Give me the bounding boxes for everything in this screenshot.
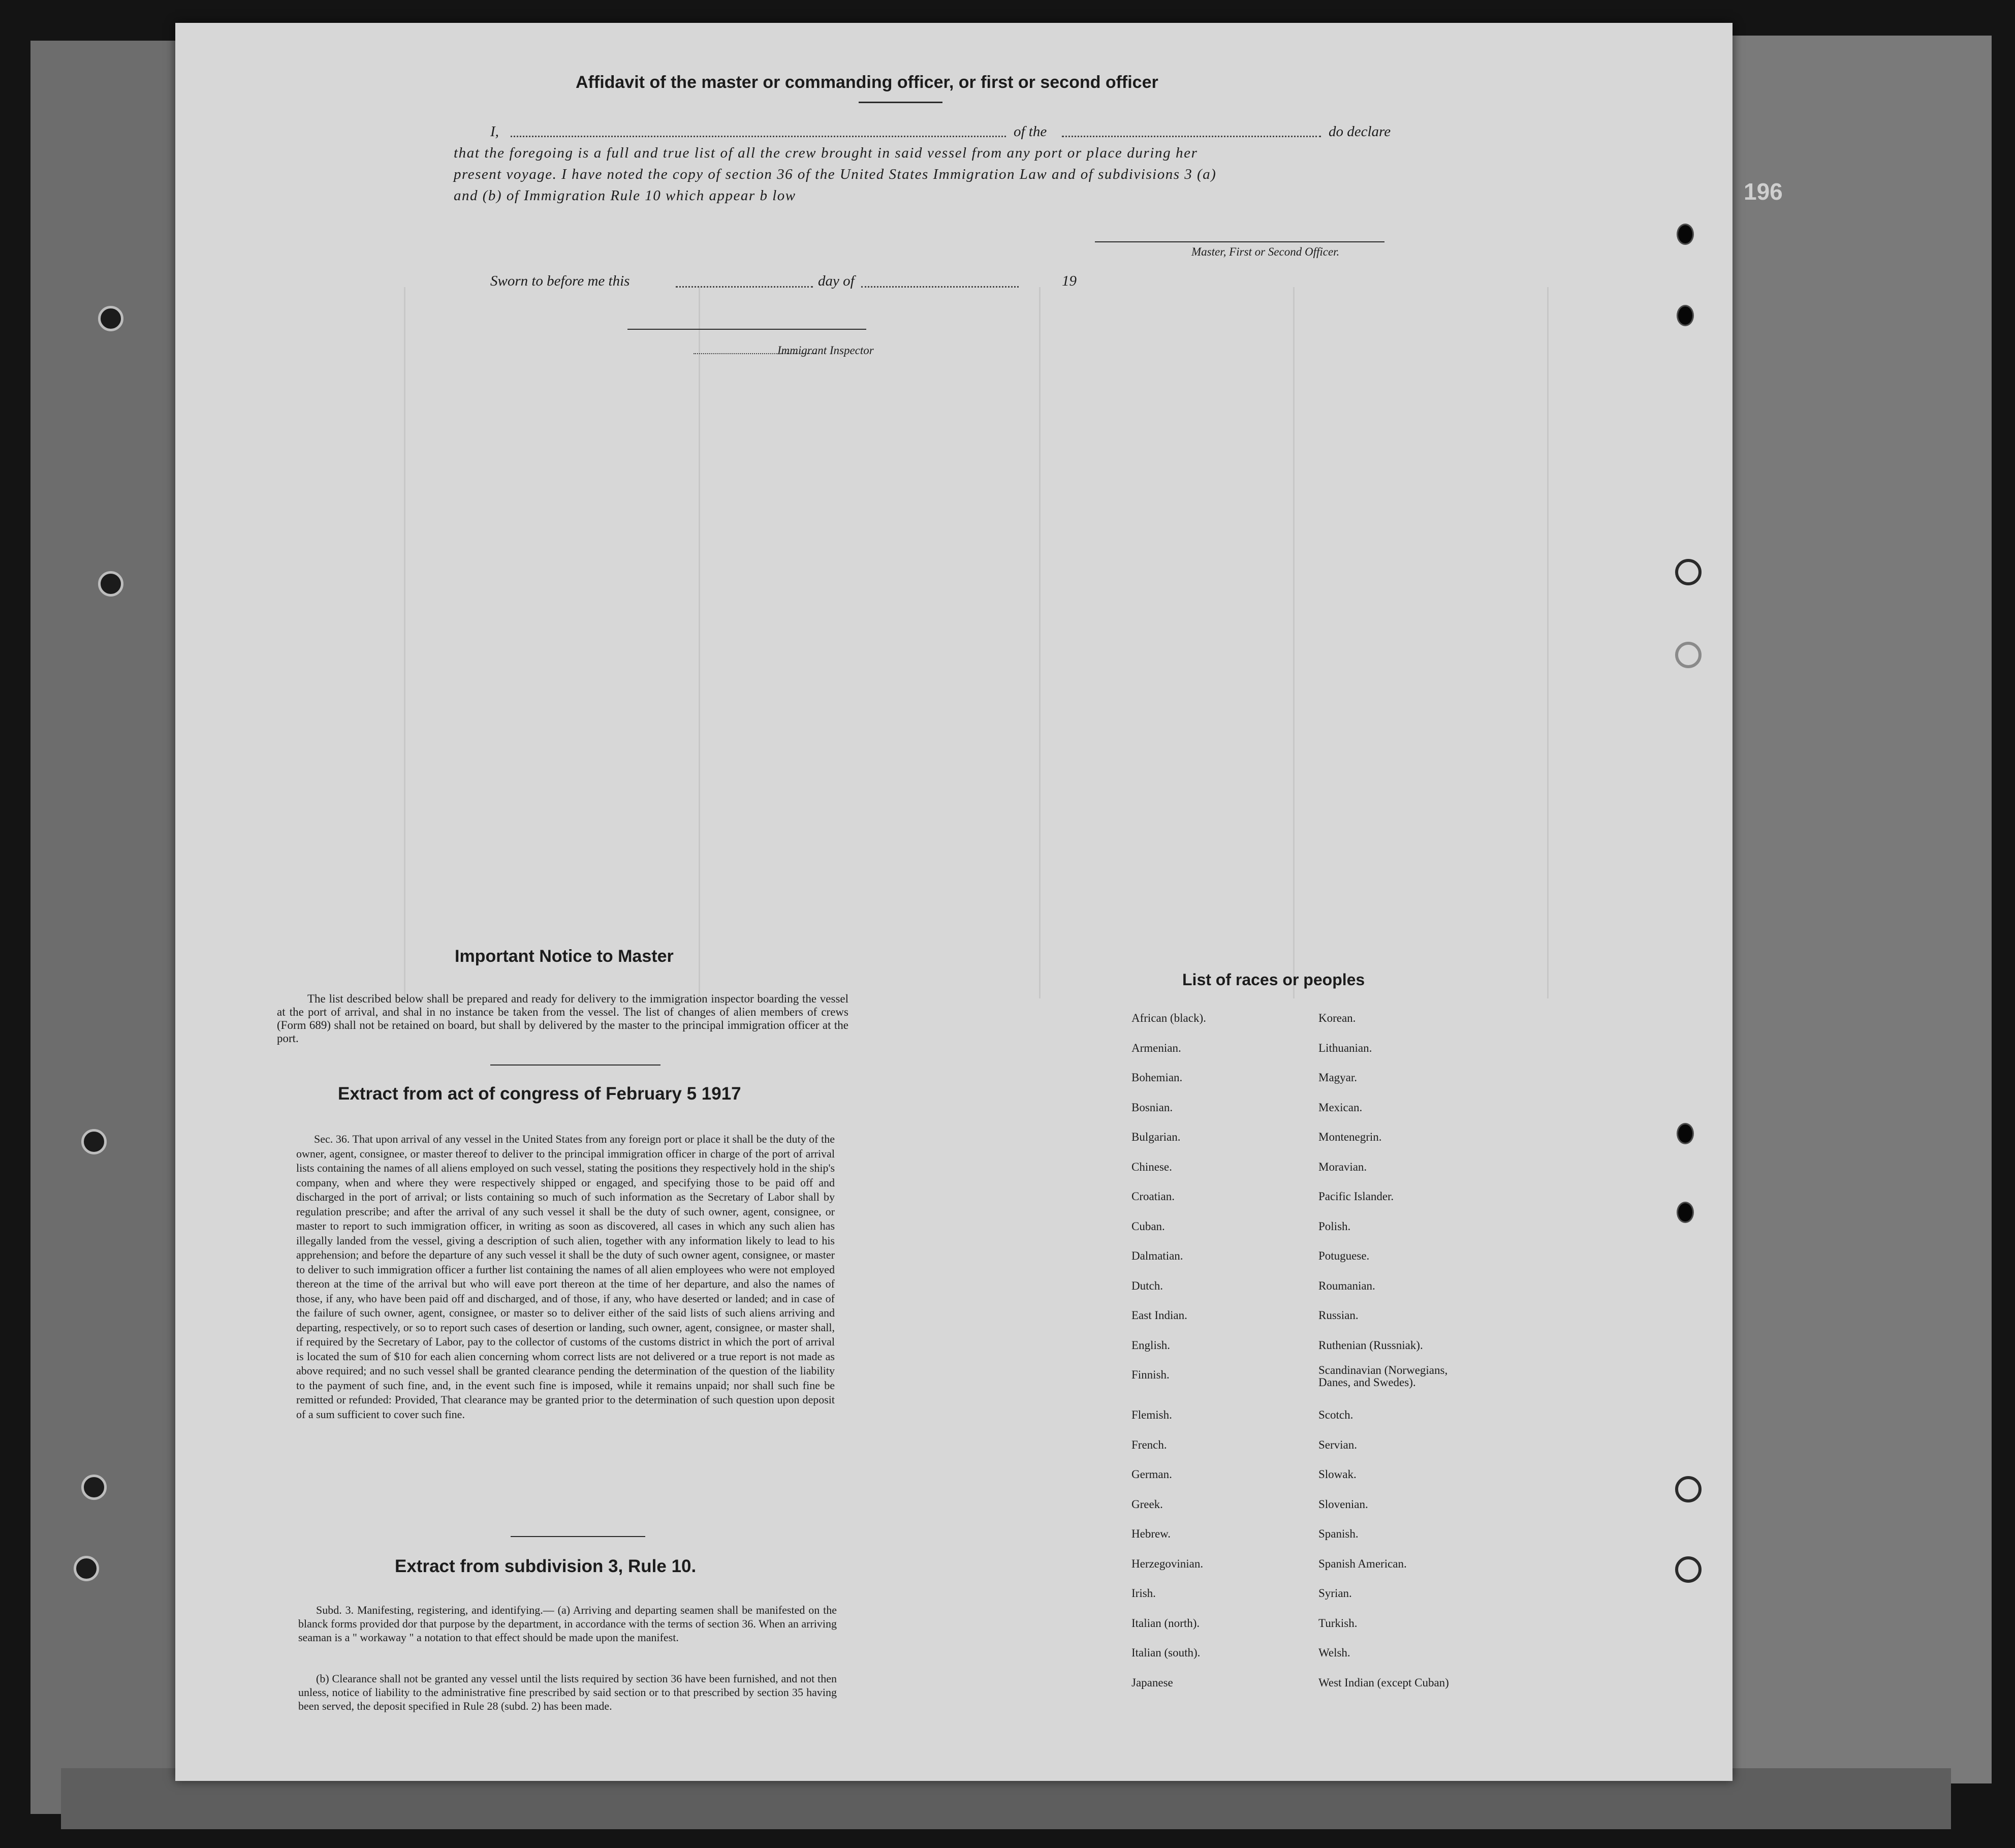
binder-hole	[81, 1129, 107, 1154]
sworn-year: 19	[1062, 273, 1077, 289]
race-item: Slovenian.	[1318, 1497, 1368, 1511]
master-signature-line	[1095, 241, 1384, 242]
races-left-column	[1131, 1004, 1206, 1698]
binder-hole	[1677, 305, 1694, 326]
race-item: Roumanian.	[1318, 1279, 1375, 1292]
race-item: Bulgarian.	[1131, 1131, 1181, 1143]
notice-body: The list described below shall be prepared and ready for delivery to the immigration inspector boarding the vessel at the port of arrival, and shal in no instance be taken from the vessel. The list of changes of alien members of crews (Form 689) shall not be retained on board, but shall by delivered by the master to the principal immigration officer at the port.	[277, 992, 848, 1045]
race-item: Mexican.	[1318, 1101, 1363, 1114]
affidavit-line-2: that the foregoing is a full and true list of all the crew brought in said vessel from any port or place during her	[454, 145, 1198, 161]
page-number: 196	[1744, 178, 1783, 205]
ghost-column-line	[699, 287, 700, 998]
binder-hole	[81, 1475, 107, 1500]
race-item: Syrian.	[1318, 1587, 1352, 1600]
race-item: Croatian.	[1131, 1190, 1175, 1203]
affidavit-line-3: present voyage. I have noted the copy of section 36 of the United States Immigration Law and of subdivisions 3 (a)	[454, 166, 1217, 182]
ghost-column-line	[1039, 287, 1041, 998]
sworn-text: Sworn to before me this	[490, 273, 630, 289]
binder-hole	[1675, 1476, 1702, 1502]
ghost-column-line	[1547, 287, 1549, 998]
binder-hole	[1675, 642, 1702, 668]
race-item: Korean.	[1318, 1012, 1356, 1024]
race-item: Dutch.	[1131, 1279, 1163, 1292]
race-item: Japanese	[1131, 1676, 1173, 1689]
extract-act-title: Extract from act of congress of February 5 1917	[338, 1084, 741, 1104]
race-item: German.	[1131, 1468, 1172, 1481]
race-item: Armenian.	[1131, 1041, 1181, 1054]
race-item: Dalmatian.	[1131, 1249, 1183, 1262]
ghost-column-line	[1293, 287, 1295, 998]
binder-hole	[1675, 1556, 1702, 1583]
master-label: Master, First or Second Officer.	[1191, 245, 1340, 258]
act-divider	[511, 1536, 645, 1537]
race-item: English.	[1131, 1338, 1171, 1352]
race-item: West Indian (except Cuban)	[1318, 1676, 1449, 1689]
race-item: Bohemian.	[1131, 1071, 1183, 1084]
inspector-label: Immigrant Inspector	[777, 344, 874, 357]
race-item: Servian.	[1318, 1438, 1358, 1451]
ghost-column-line	[404, 287, 405, 998]
binder-hole	[1677, 1123, 1694, 1144]
binder-hole	[1677, 1202, 1694, 1223]
race-item: Pacific Islander.	[1318, 1190, 1394, 1203]
notice-divider	[490, 1064, 660, 1066]
race-item: Montenegrin.	[1318, 1131, 1382, 1143]
affidavit-i: I,	[490, 123, 499, 140]
races-title: List of races or peoples	[1182, 970, 1365, 989]
race-item: Cuban.	[1131, 1219, 1165, 1233]
sworn-day-of: day of	[818, 273, 855, 289]
races-right-column	[1318, 1004, 1481, 1698]
race-item: Finnish.	[1131, 1368, 1170, 1381]
subdivision-b-text: (b) Clearance shall not be granted any vessel until the lists required by section 36 have been furnished, and not then unless, notice of liability to the administrative fine prescribed by said section or to that prescribed by section 35 having been served, the deposit specified in Rule 28 (subd. 2) has been made.	[298, 1672, 837, 1712]
sworn-day-blank	[676, 286, 813, 288]
race-item: Ruthenian (Russniak).	[1318, 1338, 1423, 1352]
race-item: Polish.	[1318, 1219, 1351, 1233]
race-item: Russian.	[1318, 1309, 1359, 1322]
affidavit-of-the: of the	[1014, 123, 1047, 140]
race-item: Herzegovinian.	[1131, 1557, 1204, 1570]
binder-hole	[74, 1556, 99, 1581]
extract-rule-title: Extract from subdivision 3, Rule 10.	[395, 1556, 697, 1576]
race-item: Magyar.	[1318, 1071, 1358, 1084]
underlying-page-right	[1717, 36, 1992, 1783]
race-item: East Indian.	[1131, 1309, 1187, 1322]
race-item: Bosnian.	[1131, 1101, 1173, 1114]
race-item: Lithuanian.	[1318, 1041, 1372, 1054]
section-36-text: Sec. 36. That upon arrival of any vessel in the United States from any foreign port or place it shall be the duty of the owner, agent, consignee, or master thereof to deliver to the principal immigration officer in charge of the port of arrival lists containing the names of all aliens employed on such vessel, stating the positions they respectively hold in the ship's company, when and where they were respectively shipped or engaged, and specifying those to be paid off and discharged in the port of arrival; or lists containing so much of such information as the Secretary of Labor shall by regulation prescribe; and after the arrival of any such vessel it shall be the duty of such owner, agent, consignee, or master to report to such immigration officer, in writing as soon as discovered, all cases in which any such alien has illegally landed from the vessel, giving a description of such alien, together with any information likely to lead to his apprehension; and before the departure of any such vessel it shall be the duty of such owner agent, consignee, or master to deliver to such immigration officer a further list containing the names of all alien employees who were not employed thereon at the time of the arrival but who will eave port thereon at the time of her departure, and also the names of those, if any, who have been paid off and discharged, and of those, if any, who have deserted or landed; and in case of the failure of such owner, agent, consignee, or master so to deliver either of the said lists of such aliens arriving and departing, respectively, or so to report such cases of desertion or landing, such owner, agent, consignee, or master shall, if required by the Secretary of Labor, pay to the collector of customs of the customs district in which the port of arrival is located the sum of $10 for each alien concerning whom correct lists are not delivered or a true report is not made as above required; and no such vessel shall be granted clearance pending the determination of the question of the liability to the payment of such fine, and, in the event such fine is imposed, while it remains unpaid; nor shall such fine be remitted or refunded: Provided, That clearance may be granted prior to the determination of such question upon deposit of a sum sufficient to cover such fine.	[296, 1133, 835, 1421]
race-item: Turkish.	[1318, 1616, 1358, 1630]
race-item: Italian (south).	[1131, 1646, 1201, 1659]
race-item: French.	[1131, 1438, 1167, 1451]
race-item: Spanish.	[1318, 1527, 1359, 1540]
race-item: Moravian.	[1318, 1160, 1367, 1173]
race-item: Potuguese.	[1318, 1249, 1370, 1262]
binder-hole	[1675, 559, 1702, 585]
manifest-sheet	[175, 23, 1733, 1781]
affidavit-line-4: and (b) of Immigration Rule 10 which appear b low	[454, 187, 796, 204]
name-blank	[511, 136, 1006, 137]
race-item: Slowak.	[1318, 1468, 1357, 1481]
binder-hole	[98, 306, 123, 331]
sworn-month-blank	[861, 286, 1019, 288]
notice-title: Important Notice to Master	[455, 947, 674, 966]
inspector-signature-line	[627, 329, 866, 330]
subdivision-a-text: Subd. 3. Manifesting, registering, and identifying.— (a) Arriving and departing seamen shall be manifested on the blanck forms provided dor that purpose by the department, in accordance with the terms of section 36. When an arriving seaman is a " workaway " a notation to that effect should be made upon the manifest.	[298, 1604, 837, 1644]
affidavit-title: Affidavit of the master or commanding officer, or first or second officer	[576, 73, 1158, 92]
race-item: Scandinavian (Norwegians, Danes, and Swedes).	[1318, 1364, 1448, 1389]
vessel-blank	[1062, 136, 1321, 137]
binder-hole	[1677, 224, 1694, 245]
affidavit-declare: do declare	[1329, 123, 1391, 140]
race-item: Italian (north).	[1131, 1616, 1200, 1630]
race-item: African (black).	[1131, 1012, 1206, 1024]
binder-hole	[98, 571, 123, 597]
race-item: Greek.	[1131, 1497, 1163, 1511]
race-item: Irish.	[1131, 1587, 1156, 1600]
race-item: Welsh.	[1318, 1646, 1350, 1659]
race-item: Scotch.	[1318, 1408, 1353, 1421]
race-item: Spanish American.	[1318, 1557, 1407, 1570]
title-underline	[859, 102, 942, 103]
race-item: Chinese.	[1131, 1160, 1172, 1173]
race-item: Flemish.	[1131, 1408, 1172, 1421]
race-item: Hebrew.	[1131, 1527, 1171, 1540]
